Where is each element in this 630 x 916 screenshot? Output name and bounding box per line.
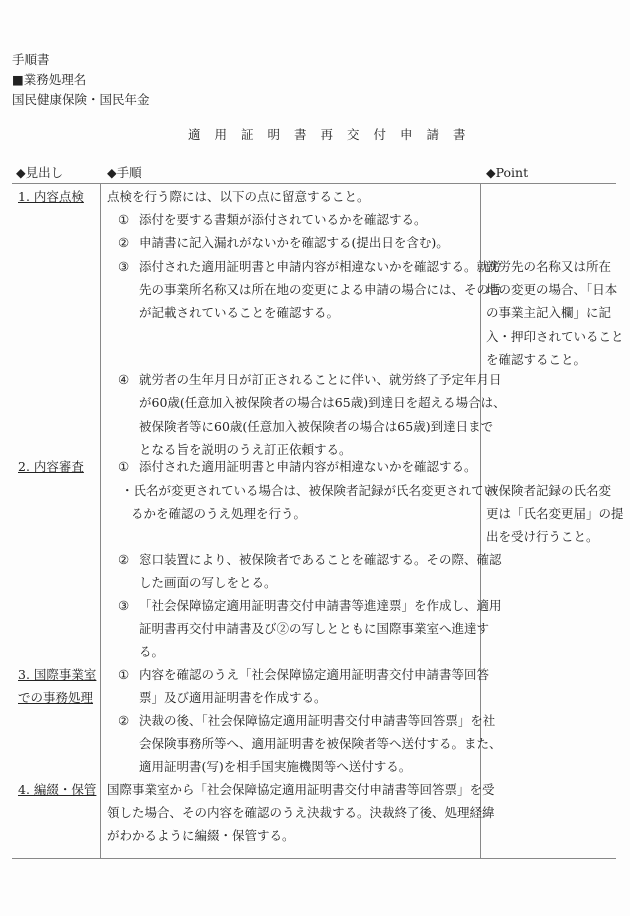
item-number: ① [118,667,130,682]
procedure-line: 添付された適用証明書と申請内容が相違ないかを確認する。 [139,459,477,474]
column-header-procedure: ◆手順 [107,165,142,180]
procedure-line: した画面の写しをとる。 [139,575,277,590]
procedure-line: がわかるように編綴・保管する。 [107,828,295,843]
procedure-line: 就労者の生年月日が訂正されることに伴い、就労終了予定年月日 [139,372,502,387]
procedure-line: ・氏名が変更されている場合は、被保険者記録が氏名変更されてい [121,483,497,498]
point-line: を確認すること。 [486,352,587,367]
item-number: ③ [118,598,130,613]
procedure-line: 点検を行う際には、以下の点に留意すること。 [107,189,370,204]
procedure-line: 内容を確認のうえ「社会保障協定適用証明書交付申請書等回答 [139,667,490,682]
procedure-line: 先の事業所名称又は所在地の変更による申請の場合には、その旨 [139,282,502,297]
table-top-border [12,183,616,184]
procedure-line: 「社会保障協定適用証明書交付申請書等進達票」を作成し、適用 [139,598,502,613]
procedure-line: が記載されていることを確認する。 [139,305,340,320]
point-line: 更は「氏名変更届」の提 [486,506,624,521]
section-heading: 2. 内容審査 [18,459,84,474]
point-line: 出を受け行うこと。 [486,529,599,544]
column-header-point: ◆Point [486,165,529,180]
point-line: 就労先の名称又は所在 [486,259,612,274]
item-number: ④ [118,372,130,387]
section-heading: での事務処理 [18,690,94,705]
column-header-heading: ◆見出し [16,165,64,180]
point-line: 入・押印されていること [486,329,624,344]
procedure-line: が60歳(任意加入被保険者の場合は65歳)到達日を超える場合は、 [139,395,506,410]
procedure-line: 申請書に記入漏れがないかを確認する(提出日を含む)。 [139,235,449,250]
point-line: 被保険者記録の氏名変 [486,483,612,498]
procedure-line: 添付された適用証明書と申請内容が相違ないかを確認する。就労 [139,259,502,274]
procedure-line: 証明書再交付申請書及び②の写しとともに国際事業室へ進達す [139,621,490,636]
procedure-line: 領した場合、その内容を確認のうえ決裁する。決裁終了後、処理経緯 [107,805,495,820]
business-name: 国民健康保険・国民年金 [12,92,150,107]
procedure-line: 決裁の後、「社会保障協定適用証明書交付申請書等回答票」を社 [139,713,496,728]
procedure-line: る。 [139,644,165,659]
item-number: ① [118,459,130,474]
business-label: ■業務処理名 [12,72,87,87]
table-bottom-border [12,858,616,859]
procedure-line: 票」及び適用証明書を作成する。 [139,690,327,705]
procedure-line: 国際事業室から「社会保障協定適用証明書交付申請書等回答票」を受 [107,782,495,797]
procedure-line: 会保険事務所等へ、適用証明書を被保険者等へ送付する。また、 [139,736,502,751]
item-number: ② [118,235,130,250]
point-line: の事業主記入欄」に記 [486,305,612,320]
doc-type: 手順書 [12,52,50,67]
item-number: ② [118,713,130,728]
section-heading: 3. 国際事業室 [18,667,97,682]
procedure-line: 適用証明書(写)を相手国実施機関等へ送付する。 [139,759,412,774]
column-divider [100,183,101,859]
point-line: 地の変更の場合、「日本 [486,282,618,297]
procedure-line: 被保険者等に60歳(任意加入被保険者の場合は65歳)到達日まで [139,419,494,434]
page-title: 適用証明書再交付申請書 [188,127,480,142]
item-number: ② [118,552,130,567]
procedure-line: となる旨を説明のうえ訂正依頼する。 [139,442,352,457]
procedure-line: るかを確認のうえ処理を行う。 [131,506,307,521]
procedure-line: 添付を要する書類が添付されているかを確認する。 [139,212,427,227]
item-number: ① [118,212,130,227]
section-heading: 4. 編綴・保管 [18,782,97,797]
section-heading: 1. 内容点検 [18,189,84,204]
item-number: ③ [118,259,130,274]
procedure-line: 窓口装置により、被保険者であることを確認する。その際、確認 [139,552,502,567]
